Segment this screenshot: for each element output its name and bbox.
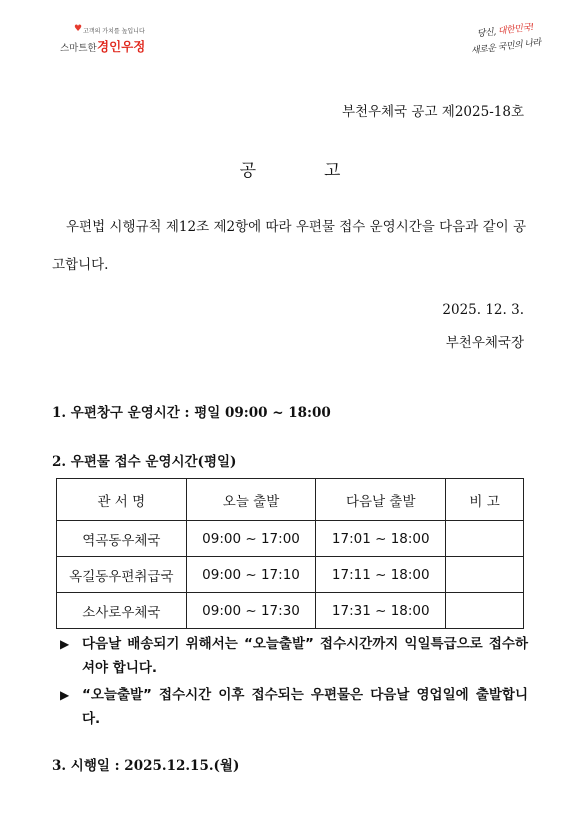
same-day-hours-cell: 09:00 ~ 17:10 <box>186 557 316 593</box>
table-header-cell: 비 고 <box>446 479 524 521</box>
slogan-line-1-a: 당신, <box>476 27 499 40</box>
hours-table <box>56 478 524 629</box>
slogan-line-2: 새로운 국민의 나라 <box>470 37 542 57</box>
triangle-bullet-icon: ▶ <box>60 637 70 651</box>
list-item <box>60 683 528 731</box>
logo-slogan: 고객의 가치를 높입니다 <box>83 28 145 35</box>
office-name-cell: 소사로우체국 <box>57 593 187 629</box>
next-day-hours-cell: 17:01 ~ 18:00 <box>316 521 446 557</box>
logo-smart-text: 스마트한 <box>60 43 97 54</box>
title-char-2: 고 <box>324 161 343 181</box>
table-row <box>57 521 524 557</box>
government-slogan-logo <box>462 20 542 62</box>
table-header-cell: 다음날 출발 <box>316 479 446 521</box>
office-name-cell: 역곡동우체국 <box>57 521 187 557</box>
logo-brand-text: 경인우정 <box>97 39 146 54</box>
section-3-heading: 3. 시행일 : 2025.12.15.(월) <box>52 758 240 774</box>
notice-body: 우편법 시행규칙 제12조 제2항에 따라 우편물 접수 운영시간을 다음과 같이 공고합니다. <box>52 219 526 273</box>
notice-date: 2025. 12. 3. <box>442 302 524 318</box>
korea-post-logo <box>60 24 170 58</box>
slogan-line-1-b: 대한민국! <box>497 22 535 38</box>
office-name-cell: 옥길동우편취급국 <box>57 557 187 593</box>
title-char-1: 공 <box>239 161 258 181</box>
table-header-cell: 오늘 출발 <box>186 479 316 521</box>
notes-list <box>60 632 528 734</box>
heart-icon: ♥ <box>74 24 83 34</box>
remarks-cell <box>446 521 524 557</box>
triangle-bullet-icon: ▶ <box>60 688 70 702</box>
notice-signer: 부천우체국장 <box>445 335 524 351</box>
table-row <box>57 557 524 593</box>
page-title <box>0 156 582 181</box>
remarks-cell <box>446 593 524 629</box>
section-1-heading: 1. 우편창구 운영시간 : 평일 09:00 ~ 18:00 <box>52 405 331 421</box>
note-text: “오늘출발” 접수시간 이후 접수되는 우편물은 다음날 영업일에 출발합니다. <box>82 687 528 727</box>
note-text: 다음날 배송되기 위해서는 “오늘출발” 접수시간까지 익일특급으로 접수하셔야 합니다. <box>82 636 528 676</box>
next-day-hours-cell: 17:31 ~ 18:00 <box>316 593 446 629</box>
remarks-cell <box>446 557 524 593</box>
same-day-hours-cell: 09:00 ~ 17:00 <box>186 521 316 557</box>
list-item <box>60 632 528 680</box>
section-2-heading: 2. 우편물 접수 운영시간(평일) <box>52 454 237 470</box>
same-day-hours-cell: 09:00 ~ 17:30 <box>186 593 316 629</box>
notice-number: 부천우체국 공고 제2025-18호 <box>341 104 524 120</box>
table-header-cell: 관 서 명 <box>57 479 187 521</box>
next-day-hours-cell: 17:11 ~ 18:00 <box>316 557 446 593</box>
table-row <box>57 593 524 629</box>
table-header-row <box>57 479 524 521</box>
